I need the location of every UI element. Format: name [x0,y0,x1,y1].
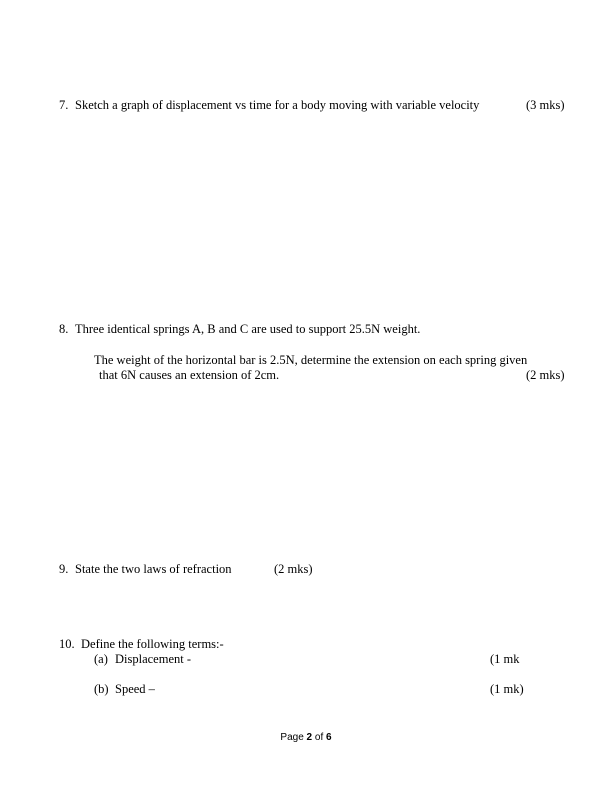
q8-number: 8. [59,322,69,336]
q8-detail-line2: that 6N causes an extension of 2cm. [99,368,280,382]
q10b-label: (b) [94,682,109,696]
q9-number: 9. [59,562,69,576]
q9-text: State the two laws of refraction [75,562,232,576]
q9-marks: (2 mks) [274,562,313,576]
q7-text: Sketch a graph of displacement vs time for a body moving with variable velocity [75,98,480,112]
q10-text: Define the following terms:- [81,637,224,651]
q10-number: 10. [59,637,75,651]
footer-total-pages: 6 [326,732,332,743]
q7-marks: (3 mks) [526,98,565,112]
q8-detail-line1: The weight of the horizontal bar is 2.5N, determine the extension on each spring given [94,353,528,367]
footer-prefix: Page [280,732,304,743]
q7-number: 7. [59,98,69,112]
q10a-label: (a) [94,652,108,666]
page-footer [0,731,612,745]
q10a-text: Displacement - [115,652,192,666]
footer-current-page: 2 [306,732,313,743]
q8-text: Three identical springs A, B and C are used to support 25.5N weight. [75,322,421,336]
q10b-text: Speed – [115,682,155,696]
footer-of: of [314,732,324,743]
q10a-marks: (1 mk [490,652,520,666]
q10b-marks: (1 mk) [490,682,524,696]
q8-marks: (2 mks) [526,368,565,382]
